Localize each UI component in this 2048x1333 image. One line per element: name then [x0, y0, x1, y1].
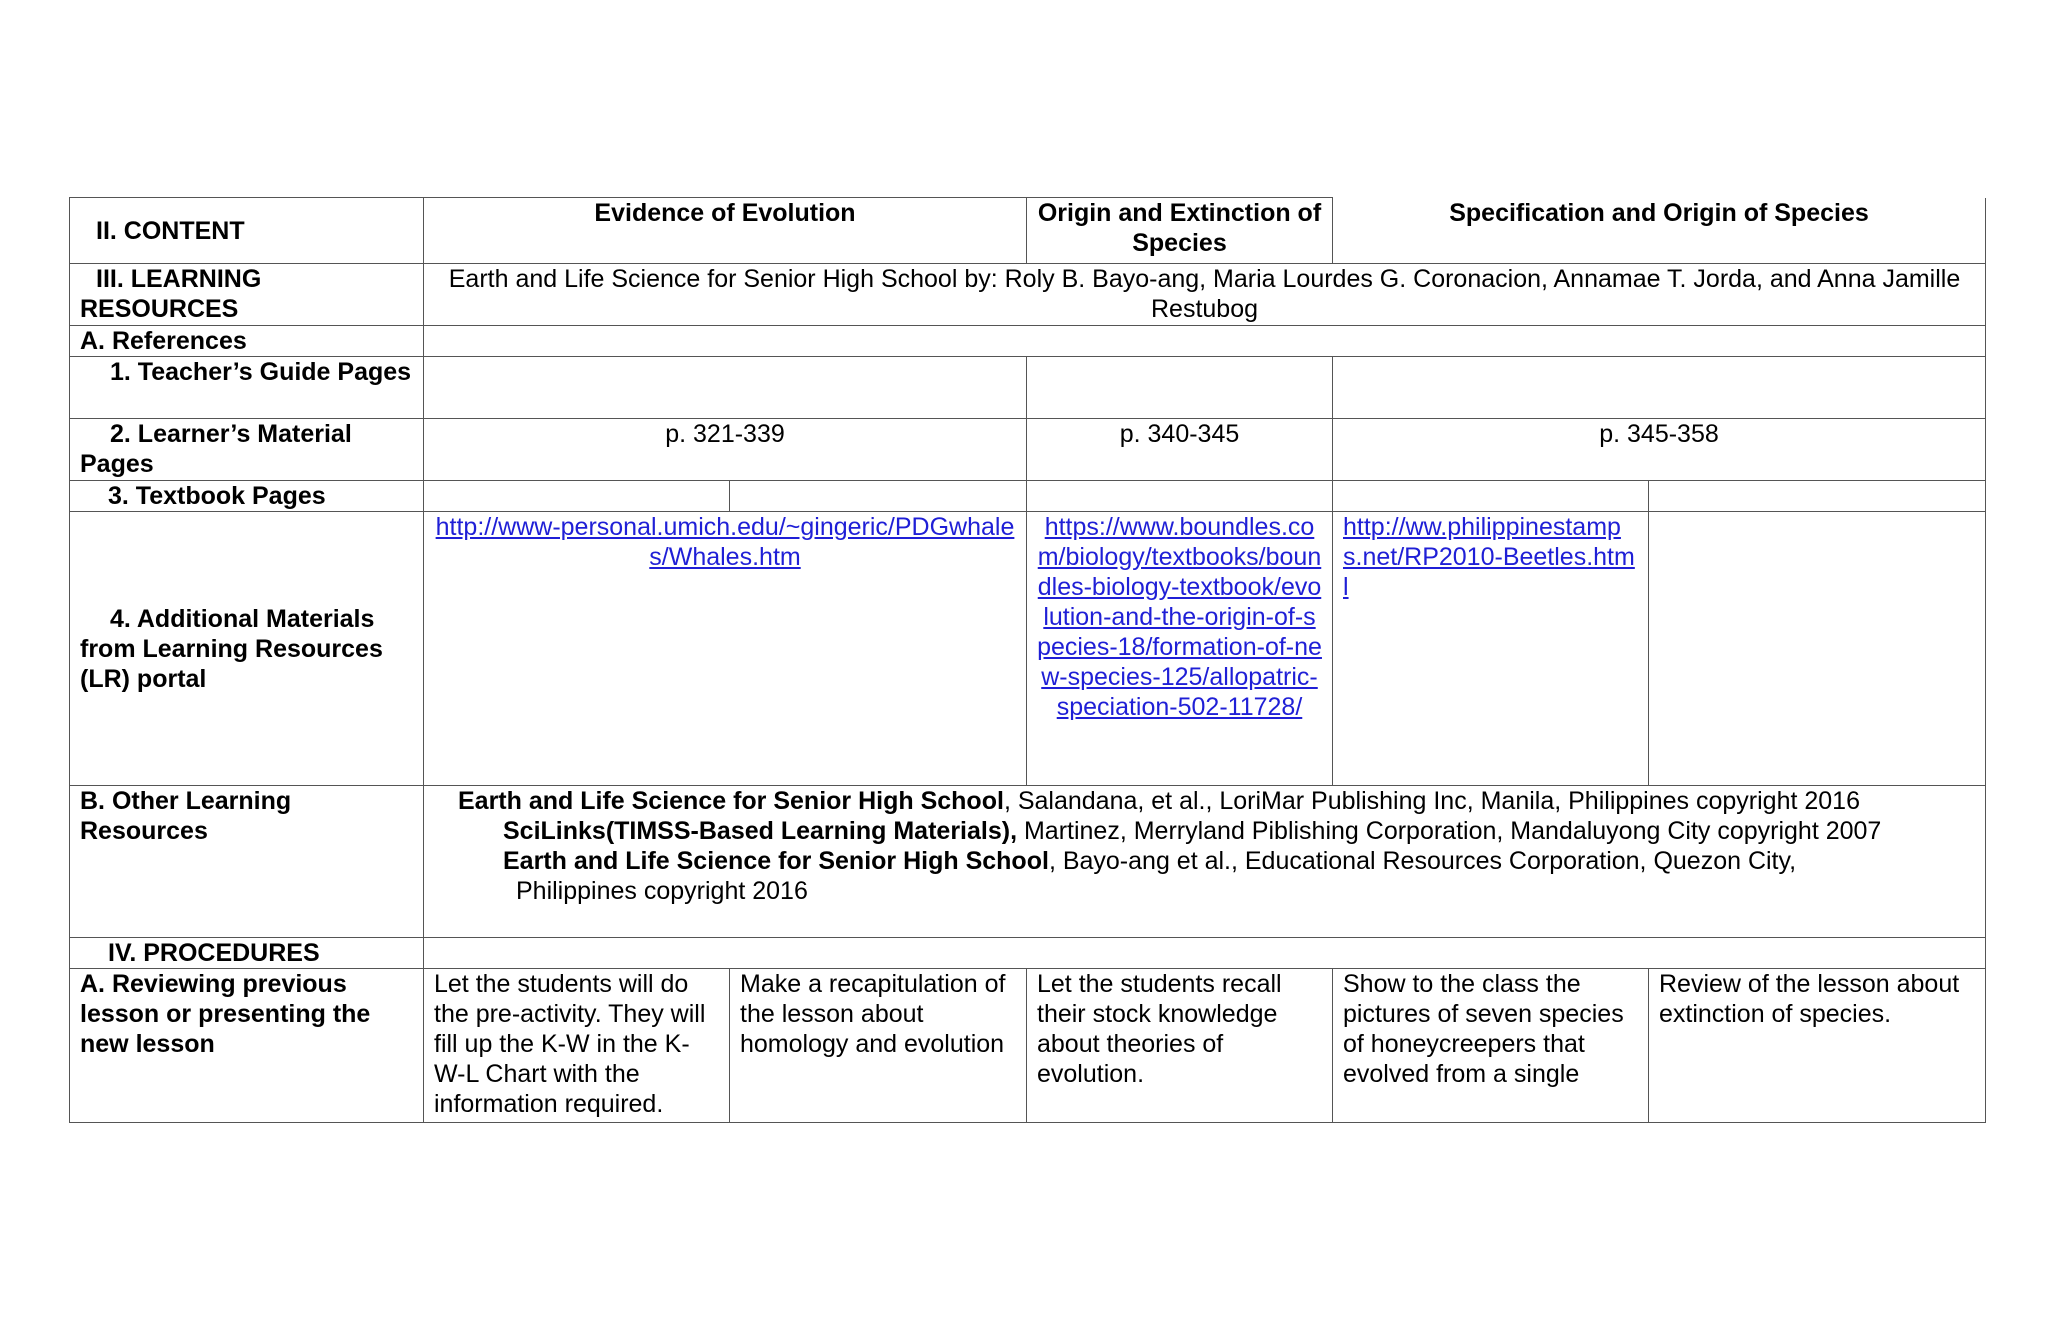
other-resource-3-title: Earth and Life Science for Senior High School: [503, 847, 1049, 875]
topic-evidence-of-evolution: Evidence of Evolution: [424, 198, 1027, 264]
other-resource-2-details: Martinez, Merryland Piblishing Corporation, Mandaluyong City copyright 2007: [1017, 817, 1882, 845]
other-resource-3-details: , Bayo-ang et al., Educational Resources Corporation, Quezon City,: [1048, 847, 1797, 875]
textbook-cell-1: [424, 481, 730, 512]
references-row: [70, 326, 1986, 357]
textbook-row: [70, 481, 1986, 512]
additional-materials-label-text: 4. Additional Materials from Learning Resources (LR) portal: [80, 604, 383, 693]
philippine-stamps-link[interactable]: http://ww.philippinestamps.net/RP2010-Beetles.html: [1343, 513, 1635, 601]
lesson-plan-table: [69, 197, 1986, 1123]
additional-materials-link-cell-2: [1027, 512, 1333, 786]
topic-origin-and-extinction: Origin and Extinction of Species: [1027, 198, 1333, 264]
learners-material-row: [70, 419, 1986, 481]
boundles-speciation-link[interactable]: https://www.boundles.com/biology/textbooks/boundles-biology-textbook/evolution-and-the-origin-of-species-18/formation-of-new-species-125/allopatric-speciation-502-11728/: [1037, 513, 1322, 721]
teachers-guide-cell-3: [1333, 357, 1986, 419]
learning-resources-label: [70, 264, 424, 326]
other-resources-list: [424, 786, 1986, 938]
textbook-cell-5: [1649, 481, 1986, 512]
textbook-cell-2: [730, 481, 1027, 512]
additional-materials-label: [70, 512, 424, 786]
teachers-guide-cell-1: [424, 357, 1027, 419]
other-resource-1-title: Earth and Life Science for Senior High School: [458, 787, 1004, 815]
reviewing-day-2: Make a recapitulation of the lesson about homology and evolution: [730, 969, 1027, 1123]
procedures-row: [70, 938, 1986, 969]
other-resource-2: [458, 816, 1975, 846]
references-value: [424, 326, 1986, 357]
other-resources-row: [70, 786, 1986, 938]
topic-specification-and-origin: Specification and Origin of Species: [1333, 198, 1986, 264]
additional-materials-cell-4: [1649, 512, 1986, 786]
other-resource-2-title: SciLinks(TIMSS-Based Learning Materials),: [503, 817, 1018, 845]
other-resource-3-continued: Philippines copyright 2016: [516, 877, 808, 905]
learners-material-label: [70, 419, 424, 481]
teachers-guide-label: [70, 357, 424, 419]
teachers-guide-label-text: 1. Teacher’s Guide Pages: [110, 358, 412, 386]
procedures-value: [424, 938, 1986, 969]
textbook-label: 3. Textbook Pages: [70, 481, 424, 512]
reviewing-day-1: Let the students will do the pre-activity. They will fill up the K-W in the K-W-L Chart with the information required.: [424, 969, 730, 1123]
teachers-guide-cell-2: [1027, 357, 1333, 419]
learning-resources-row: [70, 264, 1986, 326]
reviewing-row: [70, 969, 1986, 1123]
additional-materials-row: [70, 512, 1986, 786]
other-resources-label: B. Other Learning Resources: [70, 786, 424, 938]
learners-material-pages-3: p. 345-358: [1333, 419, 1986, 481]
additional-materials-link-cell-1: [424, 512, 1027, 786]
learners-material-pages-2: p. 340-345: [1027, 419, 1333, 481]
other-resource-3: [458, 846, 1975, 876]
reviewing-day-5: Review of the lesson about extinction of species.: [1649, 969, 1986, 1123]
additional-materials-link-cell-3: [1333, 512, 1649, 786]
other-resource-1: [458, 786, 1975, 816]
whales-link[interactable]: http://www-personal.umich.edu/~gingeric/PDGwhales/Whales.htm: [435, 513, 1015, 571]
textbook-cell-3: [1027, 481, 1333, 512]
content-row: [70, 198, 1986, 264]
learners-material-pages-1: p. 321-339: [424, 419, 1027, 481]
learning-resources-text: Earth and Life Science for Senior High School by: Roly B. Bayo-ang, Maria Lourdes G. Coronacion, Annamae T. Jorda, and Anna Jamille Restubog: [424, 264, 1986, 326]
reviewing-label: A. Reviewing previous lesson or presenting the new lesson: [70, 969, 424, 1123]
learners-material-label-text: 2. Learner’s Material Pages: [80, 420, 352, 478]
learning-resources-label-text: III. LEARNING RESOURCES: [80, 265, 262, 323]
textbook-cell-4: [1333, 481, 1649, 512]
teachers-guide-row: [70, 357, 1986, 419]
references-label: A. References: [70, 326, 424, 357]
procedures-label: IV. PROCEDURES: [70, 938, 424, 969]
other-resource-1-details: , Salandana, et al., LoriMar Publishing Inc, Manila, Philippines copyright 2016: [1003, 787, 1860, 815]
reviewing-day-4: Show to the class the pictures of seven species of honeycreepers that evolved from a single: [1333, 969, 1649, 1123]
content-label: II. CONTENT: [70, 198, 424, 264]
reviewing-day-3: Let the students recall their stock knowledge about theories of evolution.: [1027, 969, 1333, 1123]
